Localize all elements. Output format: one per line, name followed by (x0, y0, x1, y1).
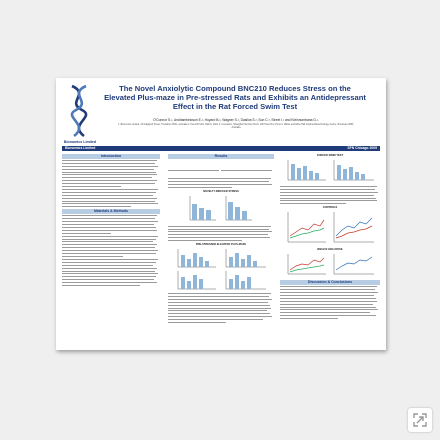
column-3 (280, 154, 380, 321)
figure-pre-stressed-epm-title: PRE-STRESSED ELEVATED PLUS-MAZE (195, 243, 247, 247)
figure-novelty-stress (168, 190, 274, 224)
figure-pre-stressed-epm-plot (168, 243, 274, 291)
section-header-introduction: Introduction (62, 154, 160, 159)
logo-text: Bionomics Limited (63, 140, 97, 144)
figure-pre-stressed-epm (168, 243, 274, 291)
results-text-3 (168, 293, 274, 323)
section-header-materials: Materials & Methods (62, 209, 160, 214)
poster-affiliations: 1. Bionomics Limited, 31 Dalgleish Street, Thebarton 5031, Australia 2. Neurofit SAS, Illkirch, Paris 3. Innovation, Shanghai Hanzhen Rsch, 200 Hanz Rd, China 4. Walter and Eliza Hall Institute Biotechnology Centre, Bundoora 3083, Australia (118, 124, 354, 129)
poster[interactable] (56, 78, 386, 350)
figure-forced-swim-title: FORCED SWIM TEST (316, 154, 344, 157)
introduction-text (62, 160, 160, 207)
figure-controls-title: CONTROLS (322, 206, 338, 210)
results-text-1 (168, 160, 274, 188)
column-2 (168, 154, 274, 325)
poster-authors: O'Connor S.¹, Andriambeloson E.², Huyard B.², Wagner S.², Dasilva S.², Sun C.³, Street I.¹ and Kleinnumbana G.¹. (153, 118, 319, 122)
results-text-2 (168, 226, 274, 241)
bionomics-logo (62, 84, 96, 138)
discussion-text (280, 286, 380, 319)
section-header-discussion: Discussion & Conclusions (280, 280, 380, 285)
figure-forced-swim-plot (280, 154, 380, 184)
figure-high-dose-title: BNC210 HIGH DOSE (317, 248, 343, 252)
section-header-results: Results (168, 154, 274, 159)
results-text-4 (280, 186, 380, 204)
figure-high-dose-plot (280, 248, 380, 278)
expand-icon (412, 412, 428, 428)
poster-banner (62, 146, 380, 151)
figure-forced-swim (280, 154, 380, 184)
figure-controls (280, 206, 380, 246)
conference-label: SFN Chicago 2009 (347, 146, 377, 150)
column-1 (62, 154, 160, 288)
figure-novelty-stress-title: NOVELTY-INDUCED STRESS (203, 189, 239, 193)
materials-text (62, 215, 160, 286)
figure-controls-plot (280, 206, 380, 246)
figure-novelty-stress-plot (168, 190, 274, 224)
organization-label: Bionomics Limited (65, 146, 96, 150)
expand-button[interactable] (408, 408, 432, 432)
figure-high-dose (280, 248, 380, 278)
poster-title: The Novel Anxiolytic Compound BNC210 Reduces Stress on the Elevated Plus-maze in Pre-stressed Rats and Exhibits an Antidepressant Effect in the Rat Forced Swim Test (104, 84, 366, 111)
